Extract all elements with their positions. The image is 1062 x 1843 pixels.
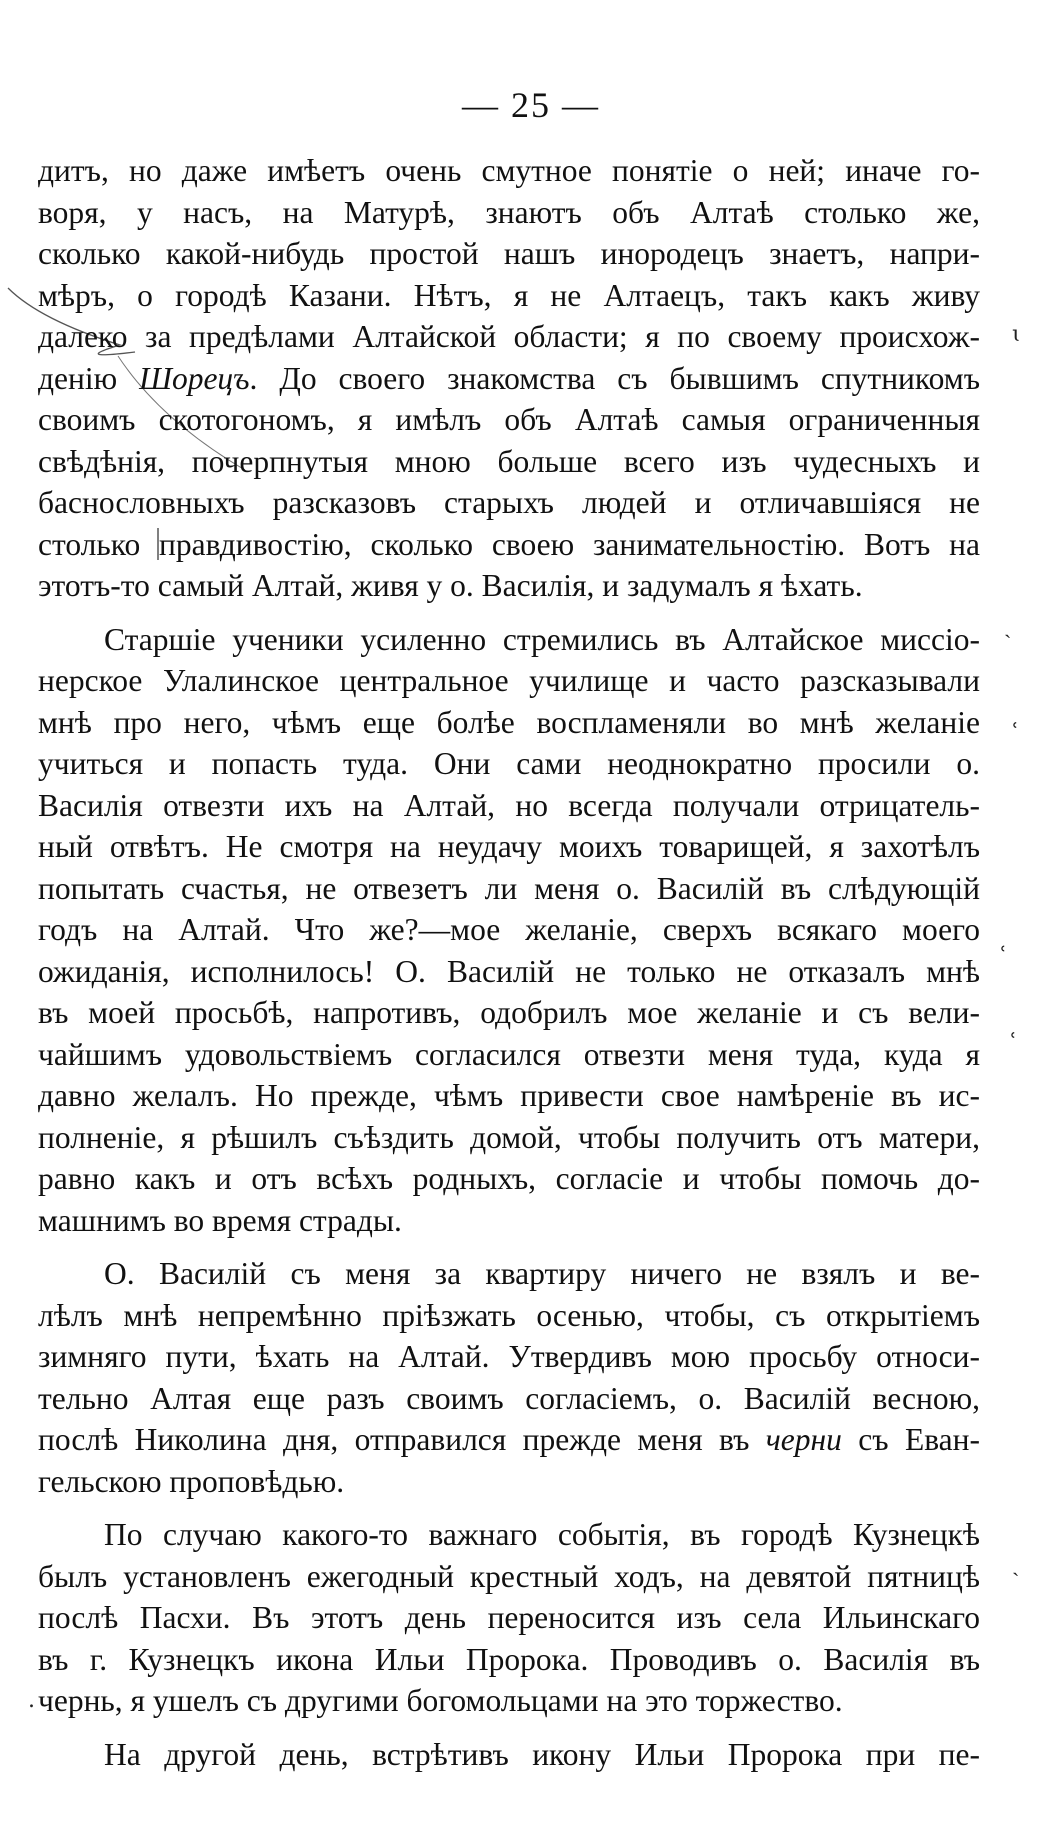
text-line: тельно Алтая еще разъ своимъ согласіемъ, о. Василій весною, bbox=[38, 1380, 980, 1416]
italic-word: Шорецъ bbox=[139, 360, 250, 396]
text-line: въ г. Кузнецкъ икона Ильи Пророка. Проводивъ о. Василія въ bbox=[38, 1641, 980, 1677]
text-line: лѣлъ мнѣ непремѣнно пріѣзжать осенью, чтобы, съ открытіемъ bbox=[38, 1297, 980, 1333]
text-line: своимъ скотогономъ, я имѣлъ объ Алтаѣ самыя ограниченныя bbox=[38, 402, 980, 437]
text-line: По случаю какого-то важнаго событія, въ городѣ Кузнецкѣ bbox=[104, 1517, 980, 1552]
paragraph-4 bbox=[38, 1514, 980, 1722]
text-line: послѣ Николина дня, отправился прежде меня въ черни съ Еван- bbox=[38, 1422, 980, 1457]
text-line: ожиданія, исполнилось! О. Василій не только не отказалъ мнѣ bbox=[38, 953, 980, 989]
text-line: мѣръ, о городѣ Казани. Нѣтъ, я не Алтаецъ, такъ какъ живу bbox=[38, 277, 980, 313]
text-line: учиться и попасть туда. Они сами неоднократно просили о. bbox=[38, 746, 980, 781]
margin-mark: ˓ bbox=[1000, 938, 1007, 963]
text-line: попытать счастья, не отвезетъ ли меня о. Василій въ слѣдующій bbox=[38, 870, 980, 906]
page-number: — 25 — bbox=[462, 85, 600, 125]
margin-mark: . bbox=[28, 1688, 35, 1713]
text-line: чайшимъ удовольствіемъ согласился отвезти меня туда, куда я bbox=[38, 1036, 980, 1072]
margin-mark: ˴ bbox=[1012, 1559, 1020, 1584]
text-line: чернь, я ушелъ съ другими богомольцами на это торжество. bbox=[38, 1683, 843, 1718]
text-line: ный отвѣтъ. Не смотря на неудачу моихъ товарищей, я захотѣлъ bbox=[38, 829, 980, 864]
text-line: Старшіе ученики усиленно стремились въ Алтайское миссіо- bbox=[104, 621, 980, 657]
text-line: гельскою проповѣдью. bbox=[38, 1463, 345, 1499]
text-line: равно какъ и отъ всѣхъ родныхъ, согласіе и чтобы помочь до- bbox=[38, 1161, 980, 1196]
text-line: нерское Улалинское центральное училище и часто разсказывали bbox=[38, 663, 980, 698]
text-line: былъ установленъ ежегодный крестный ходъ, на девятой пятницѣ bbox=[38, 1558, 980, 1594]
text-line: этотъ-то самый Алтай, живя у о. Василія, и задумалъ я ѣхать. bbox=[38, 568, 863, 603]
margin-mark: ʿ bbox=[1010, 1030, 1017, 1055]
paragraph-3 bbox=[38, 1253, 980, 1502]
text-line: давно желалъ. Но прежде, чѣмъ привести свое намѣреніе въ ис- bbox=[38, 1078, 980, 1113]
text-line: баснословныхъ разсказовъ старыхъ людей и отличавшіяся не bbox=[38, 485, 980, 520]
margin-mark: ˴ bbox=[1004, 621, 1012, 646]
text-line: полненіе, я рѣшилъ съѣздить домой, чтобы получить отъ матери, bbox=[38, 1119, 980, 1155]
paragraph-1 bbox=[38, 150, 980, 607]
italic-word: черни bbox=[765, 1422, 842, 1457]
paragraph-2 bbox=[38, 619, 980, 1242]
margin-mark: ʿ bbox=[1012, 720, 1019, 745]
text-line: машнимъ во время страды. bbox=[38, 1202, 402, 1238]
text-line: На другой день, встрѣтивъ икону Ильи Пророка при пе- bbox=[104, 1736, 980, 1772]
text-line: дитъ, но даже имѣетъ очень смутное понятіе о ней; иначе го- bbox=[38, 153, 980, 188]
body-text bbox=[38, 150, 980, 1775]
text-line: далеко за предѣлами Алтайской области; я по своему происхож- bbox=[38, 319, 980, 354]
text-line: О. Василій съ меня за квартиру ничего не взялъ и ве- bbox=[104, 1256, 980, 1291]
text-line: годъ на Алтай. Что же?—мое желаніе, сверхъ всякаго моего bbox=[38, 912, 980, 947]
text-line: свѣдѣнія, почерпнутыя мною больше всего изъ чудесныхъ и bbox=[38, 443, 980, 479]
text-line: денію Шорецъ. До своего знакомства съ бывшимъ спутникомъ bbox=[38, 360, 980, 396]
text-line: мнѣ про него, чѣмъ еще болѣе воспламеняли во мнѣ желаніе bbox=[38, 704, 980, 740]
text-line: зимняго пути, ѣхать на Алтай. Утвердивъ мою просьбу относи- bbox=[38, 1339, 980, 1374]
text-line: Василія отвезти ихъ на Алтай, но всегда получали отрицатель- bbox=[38, 787, 980, 823]
margin-mark: ɩ bbox=[1012, 322, 1021, 347]
text-line: воря, у насъ, на Матурѣ, знаютъ объ Алтаѣ столько же, bbox=[38, 194, 980, 230]
text-line: послѣ Пасхи. Въ этотъ день переносится изъ села Ильинскаго bbox=[38, 1600, 980, 1635]
text-line: въ моей просьбѣ, напротивъ, одобрилъ мое желаніе и съ вели- bbox=[38, 995, 980, 1030]
text-line: сколько какой-нибудь простой нашъ инородецъ знаетъ, напри- bbox=[38, 236, 980, 271]
text-line: столько правдивостію, сколько своею занимательностію. Вотъ на bbox=[38, 526, 980, 562]
paragraph-5 bbox=[38, 1734, 980, 1776]
